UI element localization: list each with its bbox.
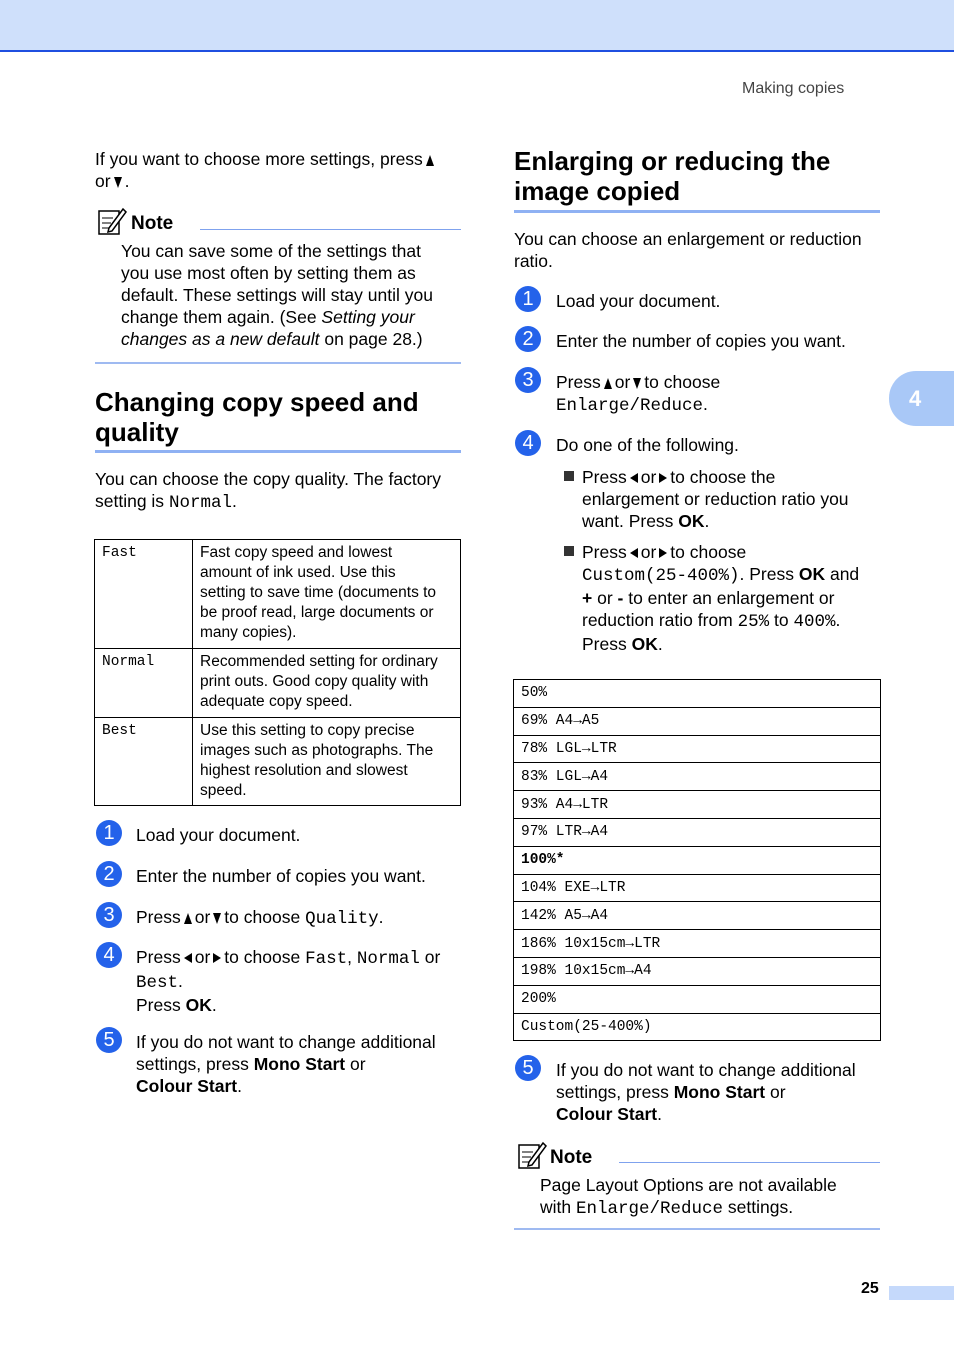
table-cell-description: Recommended setting for ordinary print outs. Good copy quality with adequate copy speed. — [193, 649, 461, 718]
quality-table — [94, 539, 461, 806]
key-label: Mono Start — [673, 1082, 766, 1102]
note-title: Note — [131, 213, 174, 234]
bullet-text: Press or to choose Custom(25-400%). Press OK and + or - to enter an enlargement or reduction ratio from 25% to 400%. Press OK. — [582, 542, 860, 654]
right-arrow-icon — [659, 548, 667, 558]
table-row: 69% A4→A5 — [514, 707, 881, 735]
table-cell-key: Fast — [95, 540, 193, 649]
bullet-square — [564, 471, 574, 481]
note-title: Note — [550, 1147, 593, 1168]
step-number-2: 2 — [515, 326, 541, 352]
note-pencil-icon — [517, 1140, 547, 1170]
page-number: 25 — [861, 1280, 879, 1297]
key-label: OK — [631, 634, 658, 654]
step-number-5: 5 — [96, 1027, 122, 1053]
step-text: Enter the number of copies you want. — [556, 331, 846, 351]
table-row: 50% — [514, 680, 881, 708]
table-row: 104% EXE→LTR — [514, 874, 881, 902]
note-rule — [200, 229, 461, 230]
table-row: 100%* — [514, 846, 881, 874]
table-cell-key: Best — [95, 718, 193, 806]
intro-paragraph: If you want to choose more settings, press or . — [95, 148, 465, 192]
table-row: 198% 10x15cm→A4 — [514, 957, 881, 985]
table-row: 78% LGL→LTR — [514, 735, 881, 763]
up-arrow-icon — [604, 378, 612, 389]
left-arrow-icon — [630, 473, 638, 483]
table-row — [95, 540, 461, 649]
table-row: 186% 10x15cm→LTR — [514, 930, 881, 958]
left-arrow-icon — [630, 548, 638, 558]
step-number-1: 1 — [96, 820, 122, 846]
right-arrow-icon — [213, 953, 221, 963]
table-cell-description: Use this setting to copy precise images such as photographs. The highest resolution and slowest speed. — [193, 718, 461, 806]
step-text: Press or to choose Fast, Normal or Best. Press OK. — [136, 947, 441, 1015]
heading-rule — [514, 210, 880, 213]
step-text: Load your document. — [136, 825, 301, 845]
down-arrow-icon — [213, 913, 221, 924]
chapter-tab: 4 — [889, 371, 954, 426]
step-number-3: 3 — [96, 902, 122, 928]
key-label: + — [582, 588, 593, 608]
right-arrow-icon — [659, 473, 667, 483]
table-row: 142% A5→A4 — [514, 902, 881, 930]
page-number-bar — [889, 1286, 954, 1300]
note-pencil-icon — [97, 206, 127, 236]
step-number-5: 5 — [515, 1055, 541, 1081]
table-row: 93% A4→LTR — [514, 791, 881, 819]
step-text: Load your document. — [556, 291, 721, 311]
table-row: 97% LTR→A4 — [514, 818, 881, 846]
top-banner — [0, 0, 954, 52]
running-header: Making copies — [742, 80, 845, 97]
table-row — [95, 718, 461, 806]
note-body: Page Layout Options are not available with Enlarge/Reduce settings. — [540, 1175, 837, 1219]
step-text: Press or to choose Quality. — [136, 907, 384, 929]
step-number-1: 1 — [515, 286, 541, 312]
link-text: Setting your — [321, 307, 415, 327]
ratio-table — [513, 679, 881, 1041]
note-body: You can save some of the settings that you use most often by setting them as default. These settings will stay until you change them again. (See Setting your changes as a new default on page 28.) — [121, 241, 433, 349]
step-text: Do one of the following. — [556, 435, 739, 455]
heading-rule — [95, 450, 461, 453]
note-rule — [619, 1162, 880, 1163]
table-row — [95, 649, 461, 718]
key-label: OK — [678, 511, 705, 531]
step-number-4: 4 — [515, 430, 541, 456]
step-text: Press or to choose Enlarge/Reduce. — [556, 372, 721, 416]
down-arrow-icon — [114, 177, 122, 188]
up-arrow-icon — [426, 155, 434, 166]
link-text: changes as a new default — [121, 329, 320, 349]
bullet-square — [564, 546, 574, 556]
key-label: Colour Start — [136, 1076, 238, 1096]
table-cell-key: Normal — [95, 649, 193, 718]
section-heading: Changing copy speed and quality — [95, 387, 419, 447]
key-label: Colour Start — [556, 1104, 658, 1124]
key-label: - — [617, 588, 624, 608]
left-arrow-icon — [184, 953, 192, 963]
note-end-rule — [95, 362, 461, 364]
bullet-text: Press or to choose the enlargement or reduction ratio you want. Press OK. — [582, 467, 849, 531]
key-label: Mono Start — [253, 1054, 346, 1074]
up-arrow-icon — [184, 913, 192, 924]
step-number-3: 3 — [515, 367, 541, 393]
table-row: 200% — [514, 985, 881, 1013]
table-row: Custom(25-400%) — [514, 1013, 881, 1041]
table-row: 83% LGL→A4 — [514, 763, 881, 791]
section-description: You can choose the copy quality. The factory setting is Normal. — [95, 469, 442, 513]
section-heading: Enlarging or reducing the image copied — [514, 146, 831, 206]
table-cell-description: Fast copy speed and lowest amount of ink used. Use this setting to save time (documents to be proof read, large documents or many copies). — [193, 540, 461, 649]
note-end-rule — [514, 1228, 880, 1230]
step-text: If you do not want to change additional settings, press Mono Start or Colour Start. — [136, 1032, 436, 1096]
key-label: OK — [185, 995, 212, 1015]
step-number-4: 4 — [96, 942, 122, 968]
key-label: OK — [798, 564, 826, 584]
section-description: You can choose an enlargement or reduction ratio. — [514, 229, 862, 271]
step-text: Enter the number of copies you want. — [136, 866, 426, 886]
step-text: If you do not want to change additional settings, press Mono Start or Colour Start. — [556, 1060, 856, 1124]
down-arrow-icon — [633, 378, 641, 389]
step-number-2: 2 — [96, 861, 122, 887]
